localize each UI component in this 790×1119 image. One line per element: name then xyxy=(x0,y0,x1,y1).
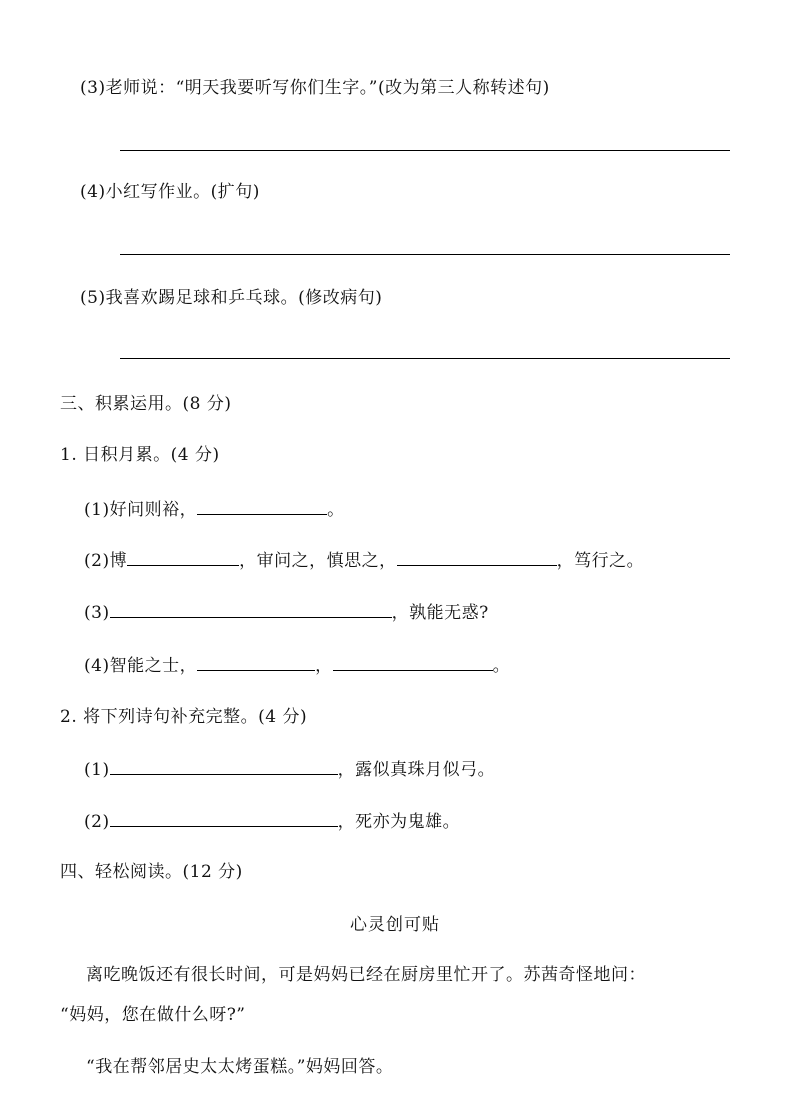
item-text: ， xyxy=(315,656,333,676)
part-1-item-4 xyxy=(84,653,510,678)
question-5: (5)我喜欢踢足球和乒乓球。(修改病句) xyxy=(80,288,383,308)
item-text: 。 xyxy=(492,656,511,676)
fill-blank[interactable] xyxy=(397,548,557,566)
question-4: (4)小红写作业。(扩句) xyxy=(80,182,260,202)
item-text: ，露似真珠月似弓。 xyxy=(337,760,496,780)
section-4-heading: 四、轻松阅读。(12 分) xyxy=(60,862,243,882)
part-1-item-2 xyxy=(84,548,644,573)
answer-line-q4[interactable] xyxy=(120,254,730,255)
answer-line-q3[interactable] xyxy=(120,150,730,151)
fill-blank[interactable] xyxy=(197,653,315,671)
item-text: (3) xyxy=(84,603,110,623)
part-1-item-3 xyxy=(84,600,489,625)
fill-blank[interactable] xyxy=(197,497,327,515)
story-paragraph-2: “我在帮邻居史太太烤蛋糕。”妈妈回答。 xyxy=(86,1057,394,1077)
item-text: ，审问之，慎思之， xyxy=(239,551,397,571)
item-text: (1) xyxy=(84,760,110,780)
answer-line-q5[interactable] xyxy=(120,358,730,359)
item-text: ，笃行之。 xyxy=(556,551,645,571)
part-2-item-2 xyxy=(84,809,460,834)
fill-blank[interactable] xyxy=(110,600,392,618)
section-3-heading: 三、积累运用。(8 分) xyxy=(60,394,232,414)
fill-blank[interactable] xyxy=(110,757,338,775)
fill-blank[interactable] xyxy=(333,653,493,671)
fill-blank[interactable] xyxy=(110,809,338,827)
part-2-item-1 xyxy=(84,757,495,782)
item-text: ，孰能无惑? xyxy=(391,603,489,623)
part-2-heading: 2. 将下列诗句补充完整。(4 分) xyxy=(60,707,308,727)
story-paragraph-1-line-1: 离吃晚饭还有很长时间，可是妈妈已经在厨房里忙开了。苏茜奇怪地问： xyxy=(86,965,646,985)
item-text: ，死亦为鬼雄。 xyxy=(337,812,461,832)
story-title: 心灵创可贴 xyxy=(350,915,440,935)
question-3: (3)老师说：“明天我要听写你们生字。”(改为第三人称转述句) xyxy=(80,78,550,98)
item-text: (2) xyxy=(84,812,110,832)
part-1-item-1 xyxy=(84,497,345,522)
story-paragraph-1-line-2: “妈妈，您在做什么呀?” xyxy=(60,1005,246,1025)
item-text: (1)好问则裕， xyxy=(84,500,198,520)
fill-blank[interactable] xyxy=(127,548,239,566)
part-1-heading: 1. 日积月累。(4 分) xyxy=(60,445,220,465)
item-text: (4)智能之士， xyxy=(84,656,198,676)
item-text: (2)博 xyxy=(84,551,128,571)
item-text: 。 xyxy=(327,500,345,520)
